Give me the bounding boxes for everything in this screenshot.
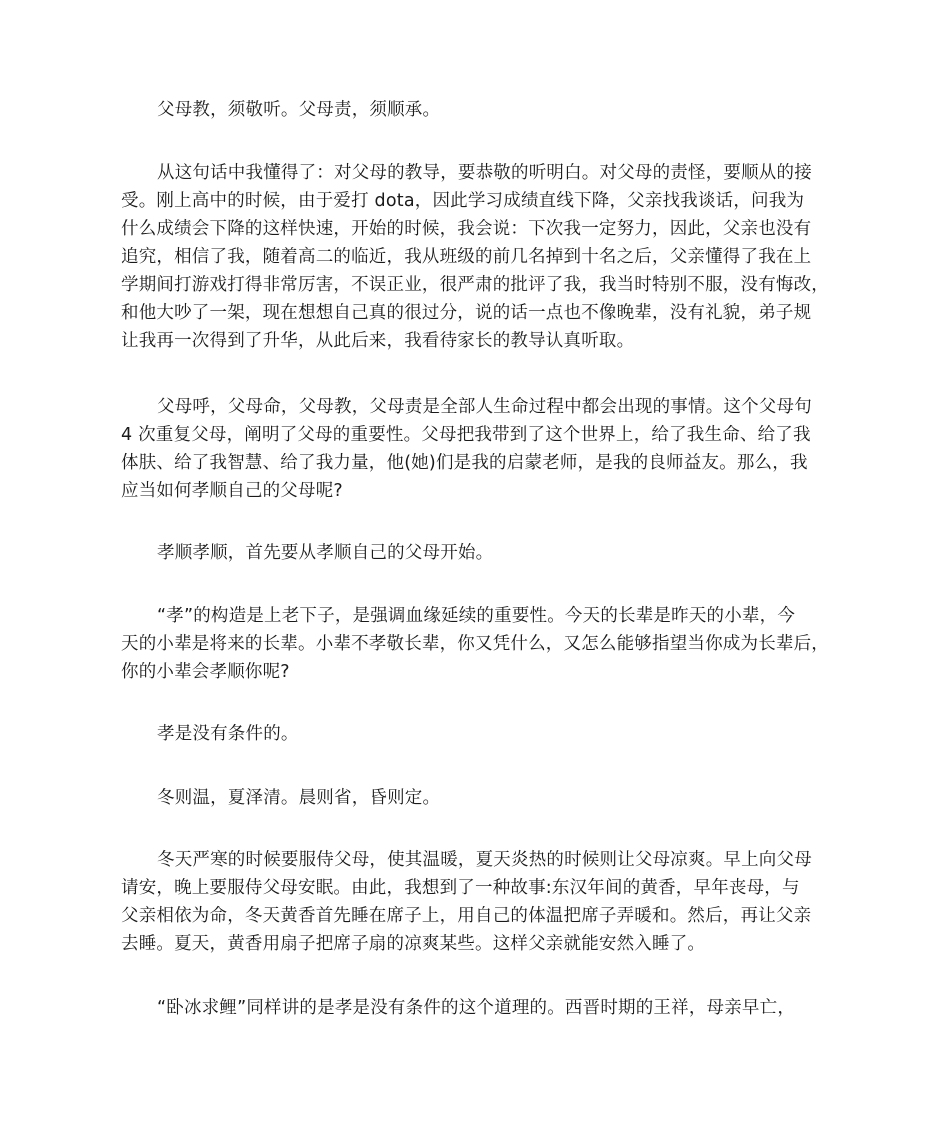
text-line: 孝是没有条件的。 bbox=[157, 724, 299, 744]
text-line: 冬则温，夏泽清。晨则省，昏则定。 bbox=[157, 788, 441, 808]
text-line: 让我再一次得到了升华，从此后来，我看待家长的教导认真听取。 bbox=[121, 331, 635, 351]
text-line: 从这句话中我懂得了：对父母的教导，要恭敬的听明白。对父母的责怪，要顺从的接 bbox=[157, 163, 812, 183]
text-line: 你的小辈会孝顺你呢? bbox=[121, 662, 290, 682]
text-line: 什么成绩会下降的这样快速，开始的时候，我会说：下次我一定努力，因此，父亲也没有 bbox=[121, 219, 812, 239]
text-line: 孝顺孝顺，首先要从孝顺自己的父母开始。 bbox=[157, 543, 494, 563]
text-line: 学期间打游戏打得非常厉害，不误正业，很严肃的批评了我，我当时特别不服，没有悔改， bbox=[121, 275, 829, 295]
text-line: “孝”的构造是上老下子，是强调血缘延续的重要性。今天的长辈是昨天的小辈，今 bbox=[157, 606, 796, 626]
text-line: 和他大吵了一架，现在想想自己真的很过分，说的话一点也不像晚辈，没有礼貌，弟子规 bbox=[121, 303, 812, 323]
paragraph-3 bbox=[121, 393, 837, 505]
text-line: 追究，相信了我，随着高二的临近，我从班级的前几名掉到十名之后，父亲懂得了我在上 bbox=[121, 247, 812, 267]
paragraph-8 bbox=[121, 846, 837, 958]
paragraph-1 bbox=[121, 96, 837, 124]
text-line: 父母教，须敬听。父母责，须顺承。 bbox=[157, 100, 441, 120]
text-line: “卧冰求鲤”同样讲的是孝是没有条件的这个道理的。西晋时期的王祥，母亲早亡， bbox=[157, 998, 796, 1018]
paragraph-6 bbox=[121, 720, 837, 748]
text-line: 去睡。夏天，黄香用扇子把席子扇的凉爽某些。这样父亲就能安然入睡了。 bbox=[121, 934, 706, 954]
paragraph-7 bbox=[121, 784, 837, 812]
text-line: 天的小辈是将来的长辈。小辈不孝敬长辈，你又凭什么，又怎么能够指望当你成为长辈后， bbox=[121, 634, 829, 654]
text-line: 4 次重复父母，阐明了父母的重要性。父母把我带到了这个世界上，给了我生命、给了我 bbox=[121, 425, 811, 445]
paragraph-9 bbox=[121, 994, 837, 1022]
text-line: 冬天严寒的时候要服侍父母，使其温暖，夏天炎热的时候则让父母凉爽。早上向父母 bbox=[157, 850, 812, 870]
text-line: 应当如何孝顺自己的父母呢? bbox=[121, 481, 343, 501]
paragraph-2 bbox=[121, 159, 837, 355]
paragraph-5 bbox=[121, 602, 837, 686]
text-line: 受。刚上高中的时候，由于爱打 dota，因此学习成绩直线下降，父亲找我谈话，问我为 bbox=[121, 191, 805, 211]
text-line: 父母呼，父母命，父母教，父母责是全部人生命过程中都会出现的事情。这个父母句 bbox=[157, 397, 812, 417]
text-line: 请安，晚上要服侍父母安眠。由此，我想到了一种故事:东汉年间的黄香，早年丧母，与 bbox=[121, 878, 800, 898]
paragraph-4 bbox=[121, 539, 837, 567]
text-line: 父亲相依为命，冬天黄香首先睡在席子上，用自己的体温把席子弄暖和。然后，再让父亲 bbox=[121, 906, 812, 926]
text-line: 体肤、给了我智慧、给了我力量，他(她)们是我的启蒙老师，是我的良师益友。那么，我 bbox=[121, 453, 808, 473]
